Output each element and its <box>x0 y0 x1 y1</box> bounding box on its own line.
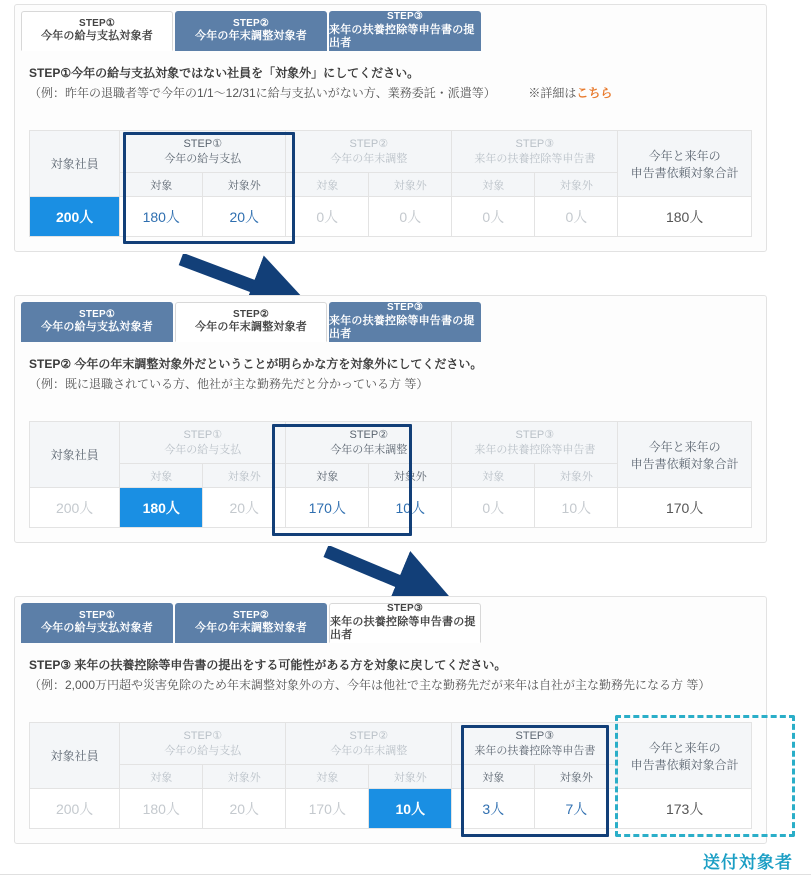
step2-description <box>15 342 766 401</box>
step3-sub-2-out: 対象外 <box>369 765 452 789</box>
step3-tab-3-step: STEP③ <box>386 603 424 614</box>
step1-desc-line2 <box>29 83 752 103</box>
step1-desc-line2-text: （例：昨年の退職者等で今年の1/1～12/31に給与支払いがない方、業務委託・派遣等） <box>29 86 496 101</box>
step1-desc-line1: STEP①今年の給与支払対象ではない社員を「対象外」にしてください。 <box>29 66 420 80</box>
step3-tab-2[interactable] <box>175 603 327 643</box>
step2-col-member: 対象社員 <box>30 422 120 488</box>
step1-group-3 <box>452 131 618 173</box>
step1-summary-table <box>29 130 752 237</box>
step1-group-3-label: 来年の扶養控除等申告書 <box>474 152 596 165</box>
step2-cell-2: 20人 <box>203 488 286 528</box>
step1-cell-5: 0人 <box>452 197 535 237</box>
step1-sub-2-out: 対象外 <box>369 173 452 197</box>
step1-desc-note: ※詳細は <box>528 86 577 101</box>
step3-cell-6[interactable]: 7人 <box>535 789 618 829</box>
step2-sub-1-in: 対象 <box>120 464 203 488</box>
step2-group-1 <box>120 422 286 464</box>
step2-cell-5: 0人 <box>452 488 535 528</box>
step2-tab-3[interactable] <box>329 302 481 342</box>
step3-cell-1: 180人 <box>120 789 203 829</box>
step1-tab-1-step: STEP① <box>78 17 116 29</box>
step2-sub-1-out: 対象外 <box>203 464 286 488</box>
step2-col-total-line2: 申告書依頼対象合計 <box>630 456 739 471</box>
step3-col-total <box>618 723 752 789</box>
step3-cell-4[interactable]: 10人 <box>369 789 452 829</box>
step1-tab-2-label: 今年の年末調整対象者 <box>195 30 307 43</box>
step2-sub-3-in: 対象 <box>452 464 535 488</box>
step3-sub-1-out: 対象外 <box>203 765 286 789</box>
step1-group-1-step: STEP① <box>183 137 223 150</box>
step3-tabbar <box>15 597 766 643</box>
step2-tab-2-label: 今年の年末調整対象者 <box>195 321 307 334</box>
step3-desc-line1: STEP③ 来年の扶養控除等申告書の提出をする可能性がある方を対象に戻してください。 <box>29 658 507 672</box>
step3-member-value: 200人 <box>30 789 120 829</box>
step2-header-row-1 <box>30 422 752 464</box>
step2-cell-6: 10人 <box>535 488 618 528</box>
step2-tab-2[interactable] <box>175 302 327 342</box>
step3-summary-table <box>29 722 752 829</box>
step2-tab-3-step: STEP③ <box>386 302 424 313</box>
step1-description <box>15 51 766 110</box>
step1-table-wrap <box>29 130 752 237</box>
step3-total-value: 173人 <box>618 789 752 829</box>
step2-value-row <box>30 488 752 528</box>
step3-group-1-step: STEP① <box>183 729 223 742</box>
step3-desc-line2: （例：2,000万円超や災害免除のため年末調整対象外の方、今年は他社で主な勤務先だが来年は自社が主な勤務先になる方 等） <box>29 678 711 693</box>
step3-table-wrap <box>29 722 752 829</box>
step2-group-2 <box>286 422 452 464</box>
step1-total-value: 180人 <box>618 197 752 237</box>
step1-cell-2[interactable]: 20人 <box>203 197 286 237</box>
step2-sub-3-out: 対象外 <box>535 464 618 488</box>
step3-col-member: 対象社員 <box>30 723 120 789</box>
step1-sub-1-in: 対象 <box>120 173 203 197</box>
step2-tab-1-label: 今年の給与支払対象者 <box>41 321 153 334</box>
step1-col-total-line2: 申告書依頼対象合計 <box>630 165 739 180</box>
step1-group-2-label: 今年の年末調整 <box>330 152 408 165</box>
step2-col-total <box>618 422 752 488</box>
step1-tab-1-label: 今年の給与支払対象者 <box>41 30 153 43</box>
step1-col-total-line1: 今年と来年の <box>648 148 721 163</box>
step3-group-3 <box>452 723 618 765</box>
step3-tab-1-step: STEP① <box>78 609 116 621</box>
step1-tab-1[interactable] <box>21 11 173 51</box>
step3-group-2 <box>286 723 452 765</box>
step2-tab-1[interactable] <box>21 302 173 342</box>
step3-value-row <box>30 789 752 829</box>
step1-col-total <box>618 131 752 197</box>
step1-tab-3[interactable] <box>329 11 481 51</box>
step1-sub-3-out: 対象外 <box>535 173 618 197</box>
step2-tab-2-step: STEP② <box>232 308 270 320</box>
footer-divider <box>0 874 811 875</box>
step2-group-3-label: 来年の扶養控除等申告書 <box>474 443 596 456</box>
step3-group-3-step: STEP③ <box>515 729 555 742</box>
step2-summary-table <box>29 421 752 528</box>
step2-group-2-step: STEP② <box>349 428 389 441</box>
step3-cell-3: 170人 <box>286 789 369 829</box>
step2-group-3 <box>452 422 618 464</box>
step2-cell-3[interactable]: 170人 <box>286 488 369 528</box>
step1-group-1 <box>120 131 286 173</box>
step1-sub-1-out: 対象外 <box>203 173 286 197</box>
step1-group-3-step: STEP③ <box>515 137 555 150</box>
step3-cell-5[interactable]: 3人 <box>452 789 535 829</box>
step2-group-2-label: 今年の年末調整 <box>330 443 408 456</box>
step2-group-3-step: STEP③ <box>515 428 555 441</box>
step2-tabbar <box>15 296 766 342</box>
step2-sub-2-in: 対象 <box>286 464 369 488</box>
step1-detail-link[interactable]: こちら <box>576 86 613 101</box>
step1-panel <box>14 4 767 252</box>
step2-sub-2-out: 対象外 <box>369 464 452 488</box>
step3-tab-2-step: STEP② <box>232 609 270 621</box>
step3-group-1-label: 今年の給与支払 <box>164 744 242 757</box>
step2-tab-3-label: 来年の扶養控除等申告書の提出者 <box>329 314 475 341</box>
step2-cell-4[interactable]: 10人 <box>369 488 452 528</box>
step1-group-2 <box>286 131 452 173</box>
step3-group-1 <box>120 723 286 765</box>
step2-desc-line2: （例：既に退職されている方、他社が主な勤務先だと分かっている方 等） <box>29 377 429 392</box>
step3-cell-2: 20人 <box>203 789 286 829</box>
step3-header-row-1 <box>30 723 752 765</box>
step3-sub-1-in: 対象 <box>120 765 203 789</box>
step2-cell-1[interactable]: 180人 <box>120 488 203 528</box>
step3-group-2-step: STEP② <box>349 729 389 742</box>
step3-sub-3-out: 対象外 <box>535 765 618 789</box>
step3-tab-1-label: 今年の給与支払対象者 <box>41 622 153 635</box>
step3-group-3-label: 来年の扶養控除等申告書 <box>474 744 596 757</box>
step1-col-member: 対象社員 <box>30 131 120 197</box>
step3-tab-3-label: 来年の扶養控除等申告書の提出者 <box>330 615 476 642</box>
step1-member-value: 200人 <box>30 197 120 237</box>
step3-group-2-label: 今年の年末調整 <box>330 744 408 757</box>
step1-group-2-step: STEP② <box>349 137 389 150</box>
step2-panel <box>14 295 767 543</box>
step2-tab-1-step: STEP① <box>78 308 116 320</box>
step2-total-value: 170人 <box>618 488 752 528</box>
step3-tab-1[interactable] <box>21 603 173 643</box>
send-target-label: 送付対象者 <box>703 853 793 872</box>
step3-panel <box>14 596 767 844</box>
step1-value-row <box>30 197 752 237</box>
step1-tab-2-step: STEP② <box>232 17 270 29</box>
step1-tab-2[interactable] <box>175 11 327 51</box>
step3-col-total-line2: 申告書依頼対象合計 <box>630 757 739 772</box>
step3-sub-3-in: 対象 <box>452 765 535 789</box>
step3-sub-2-in: 対象 <box>286 765 369 789</box>
step2-col-total-line1: 今年と来年の <box>648 439 721 454</box>
step1-tabbar <box>15 5 766 51</box>
step3-tab-2-label: 今年の年末調整対象者 <box>195 622 307 635</box>
step1-cell-3: 0人 <box>286 197 369 237</box>
step1-tab-3-step: STEP③ <box>386 11 424 22</box>
step1-sub-2-in: 対象 <box>286 173 369 197</box>
step1-tab-3-label: 来年の扶養控除等申告書の提出者 <box>329 23 475 50</box>
step2-group-1-step: STEP① <box>183 428 223 441</box>
step1-cell-6: 0人 <box>535 197 618 237</box>
step2-desc-line1: STEP② 今年の年末調整対象外だということが明らかな方を対象外にしてください。 <box>29 357 483 371</box>
step1-cell-1[interactable]: 180人 <box>120 197 203 237</box>
step3-description <box>15 643 766 702</box>
step1-cell-4: 0人 <box>369 197 452 237</box>
step1-header-row-1 <box>30 131 752 173</box>
step1-sub-3-in: 対象 <box>452 173 535 197</box>
step2-member-value: 200人 <box>30 488 120 528</box>
step2-group-1-label: 今年の給与支払 <box>164 443 242 456</box>
step2-table-wrap <box>29 421 752 528</box>
step3-tab-3[interactable] <box>329 603 481 643</box>
step1-group-1-label: 今年の給与支払 <box>164 152 242 165</box>
step3-col-total-line1: 今年と来年の <box>648 740 721 755</box>
